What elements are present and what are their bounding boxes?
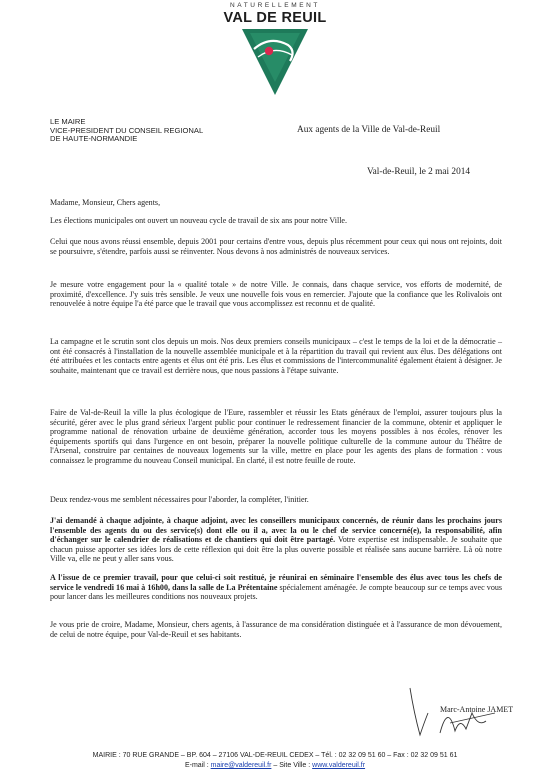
footer-address: MAIRIE : 70 RUE GRANDE – BP. 604 – 27106 VAL-DE-REUIL CEDEX – Tél. : 02 32 09 51 60 – Fax : 02 32 09 51 61 bbox=[92, 752, 458, 759]
paragraph-7-rest: Votre expertise est indispensable. Je souhaite que chacun puisse apporter ses idées lors de cette réflexion qui doit être la plus ouverte possible et réalisée sans aucune barrière. Là où notre Ville va, elle ne peut y aller sans vous. bbox=[50, 535, 503, 564]
sender-line-2: VICE-PRESIDENT DU CONSEIL REGIONAL bbox=[50, 125, 204, 135]
recipient: Aux agents de la Ville de Val-de-Reuil bbox=[297, 125, 441, 135]
paragraph-8 bbox=[50, 573, 502, 602]
footer-site-label: – Site Ville : bbox=[271, 762, 313, 769]
salutation: Madame, Monsieur, Chers agents, bbox=[50, 198, 161, 207]
city-logo bbox=[210, 2, 340, 97]
logo-triangle-icon bbox=[240, 27, 310, 97]
paragraph-4: La campagne et le scrutin sont clos depuis un mois. Nos deux premiers conseils municipaux – c'est le temps de la loi et de la démocratie – ont été consacrés à l'installation de la nouvelle assemblée municipale et à la répartition du travail qui revient aux élus. Des délégations ont été attribuées et les contacts entre agents et élus ont été pris. Les élus et commissions de l'intercommunalité également étaient à désigner. Je souhaite, maintenant que ce travail est derrière nous, que nous passions à l'étape suivante. bbox=[50, 337, 502, 375]
paragraph-2: Celui que nous avons réussi ensemble, depuis 2001 pour certains d'entre vous, depuis plus récemment pour ceux qui nous ont rejoints, doit se poursuivre, s'étendre, parfois aussi se réinventer. Nous devons à nos administrés de nouveaux services. bbox=[50, 237, 502, 256]
sender-block bbox=[50, 118, 203, 144]
paragraph-7-bold: J'ai demandé à chaque adjointe, à chaque adjoint, avec les conseillers municipaux concernés, de réunir dans les prochains jours l'ensemble des agents du ou des service(s) dont elle ou il a, avec la ou le chef de service concerné(e), la responsabilité, afin d'échanger sur le calendrier de réalisations et de chantiers qui doit être partagé. bbox=[50, 516, 502, 545]
paragraph-3: Je mesure votre engagement pour la « qualité totale » de notre Ville. Je connais, dans chaque service, vos efforts de modernité, de proximité, d'excellence. J'y suis très sensible. Je veux une nouvelle fois vous en remercier. J'ajoute que la confiance que les Rolivalois ont renouvelée à notre équipe l'a été parce que le travail que vous accomplissez est reconnu et de qualité. bbox=[50, 280, 502, 309]
paragraph-8-bold: A l'issue de ce premier travail, pour que celui-ci soit restitué, je réunirai en séminaire l'ensemble des élus avec tous les chefs de service le vendredi 16 mai à 16h00, dans la salle de La Prétentaine bbox=[50, 573, 502, 592]
paragraph-7 bbox=[50, 516, 502, 564]
paragraph-9: Je vous prie de croire, Madame, Monsieur, chers agents, à l'assurance de ma considération distinguée et à l'assurance de mon dévouement, de celui de notre équipe, pour Val-de-Reuil et ses habitants. bbox=[50, 620, 502, 639]
footer-email-label: E-mail : bbox=[184, 762, 211, 769]
paragraph-6: Deux rendez-vous me semblent nécessaires pour l'aborder, la compléter, l'initier. bbox=[50, 495, 309, 504]
signatory-name: Marc-Antoine JAMET bbox=[440, 705, 514, 714]
footer-email-link[interactable]: maire@valdereuil.fr bbox=[210, 762, 272, 769]
letter-date: Val-de-Reuil, le 2 mai 2014 bbox=[367, 167, 471, 177]
logo-brand: VAL DE REUIL bbox=[223, 10, 327, 26]
paragraph-8-rest: spécialement aménagée. Je compte beaucoup sur ce temps avec vous pour lancer dans les meilleures conditions nos nouveaux projets. bbox=[50, 582, 503, 602]
paragraph-5: Faire de Val-de-Reuil la ville la plus écologique de l'Eure, rassembler et réussir les Etats généraux de l'emploi, assurer toujours plus la sécurité, gérer avec le plus grand sérieux l'argent public pour continuer le redressement financier de la commune, obtenir et appliquer le programme national de rénovation urbaine de deuxième génération, accorder tous les moyens possibles à nos écoles, rénover les équipements sportifs qui dans l'urgence en ont besoin, préparer la nouvelle politique culturelle de la commune autour du Théâtre de l'Arsenal, construire par centaines de nouveaux logements sur la ville, mettre en place pour les agents des plans de formation : vous connaissez le programme du nouveau Conseil municipal. En clarté, il est notre feuille de route. bbox=[50, 408, 502, 465]
footer-contact bbox=[0, 762, 550, 769]
footer-site-link[interactable]: www.valdereuil.fr bbox=[312, 762, 366, 769]
paragraph-1: Les élections municipales ont ouvert un nouveau cycle de travail de six ans pour notre Ville. bbox=[50, 216, 348, 225]
sender-line-3: DE HAUTE-NORMANDIE bbox=[50, 134, 138, 144]
logo-tagline: NATURELLEMENT bbox=[229, 2, 321, 9]
sender-line-1: LE MAIRE bbox=[50, 117, 86, 126]
